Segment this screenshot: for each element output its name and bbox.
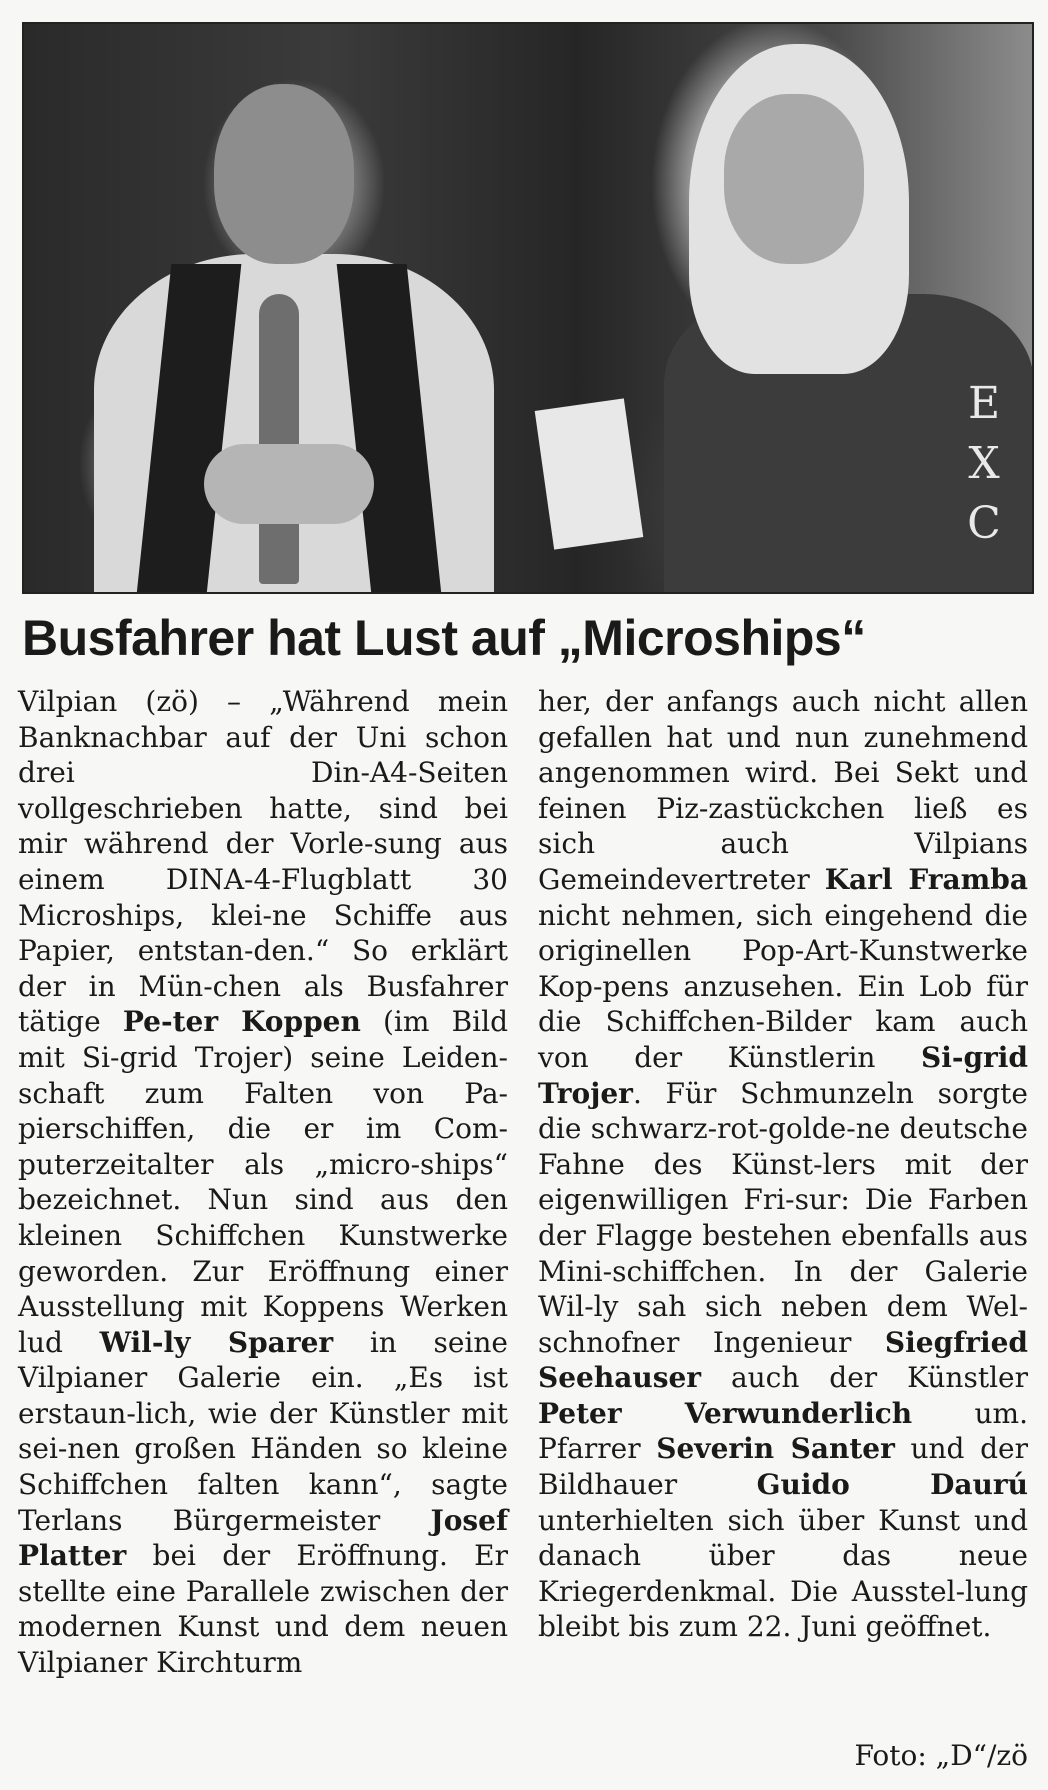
photo-credit: Foto: „D“/zö [854, 1739, 1028, 1773]
person-name: Severin Santer [656, 1432, 895, 1466]
text-run: bei der Eröffnung. Er stellte eine Parallele zwischen der modernen Kunst und dem neuen Vilpianer Kirchturm [18, 1539, 508, 1680]
photo-overlay-letter: X [968, 438, 1000, 489]
text-run: her, der anfangs auch nicht allen gefallen hat und nun zunehmend angenommen wird. Bei Sekt und feinen Piz-zastückchen ließ es sich auch Vilpians Gemeindevertreter [538, 685, 1028, 896]
article-body-left [18, 684, 508, 1681]
person-name: Guido Daurú [756, 1468, 1028, 1502]
article-body-right [538, 684, 1028, 1645]
photo-man-head [214, 84, 354, 264]
article-column-right [538, 684, 1028, 1774]
person-name: Si-grid Trojer [538, 1040, 1028, 1110]
person-name: Pe-ter Koppen [122, 1005, 361, 1039]
person-name: Josef Platter [18, 1503, 508, 1573]
text-run: unterhielten sich über Kunst und danach über das neue Kriegerdenkmal. Die Ausstel-lung bleibt bis zum 22. Juni geöffnet. [538, 1503, 1028, 1644]
text-run: . Für Schmunzeln sorgte die schwarz-rot-golde-ne deutsche Fahne des Künst-lers mit der eigenwilligen Fri-sur: Die Farben der Flagge bestehen ebenfalls aus Mini-schiffchen. In der Galerie Wil-ly sah sich neben dem Wel-schnofner Ingenieur [538, 1076, 1028, 1359]
text-run: um. Pfarrer [538, 1396, 1028, 1466]
photo-overlay-letter: C [967, 498, 1001, 549]
person-name: Karl Framba [824, 862, 1028, 896]
photo-man-hands [204, 444, 374, 524]
person-name: Wil-ly Sparer [99, 1325, 334, 1359]
article-photo [22, 22, 1034, 594]
article-headline: Busfahrer hat Lust auf „Microships“ [22, 610, 866, 666]
text-run: in seine Vilpianer Galerie ein. „Es ist erstaun-lich, wie der Künstler mit sei-nen großen Händen so kleine Schiffchen falten kann“, sagte Terlans Bürgermeister [18, 1325, 508, 1537]
article-column-left [18, 684, 508, 1681]
text-run: nicht nehmen, sich eingehend die originellen Pop-Art-Kunstwerke Kop-pens anzusehen. Ein Lob für die Schiffchen-Bilder kam auch von der Künstlerin [538, 898, 1028, 1074]
photo-overlay-letter: E [967, 378, 1001, 429]
photo-woman-face [724, 94, 864, 264]
text-run: (im Bild mit Si-grid Trojer) seine Leiden-schaft zum Falten von Pa-pierschiffen, die er im Com-puterzeitalter als „micro-ships“ bezeichnet. Nun sind aus den kleinen Schiffchen Kunstwerke geworden. Zur Eröffnung einer Ausstellung mit Koppens Werken lud [18, 1005, 508, 1359]
text-run: auch der Künstler [701, 1361, 1028, 1395]
photo-card [535, 398, 644, 549]
photo-overlay-letters [964, 374, 1004, 554]
photo-man-tie [259, 294, 299, 584]
text-run: und der Bildhauer [538, 1432, 1028, 1502]
text-run: Vilpian (zö) – „Während mein Banknachbar auf der Uni schon drei Din-A4-Seiten vollgeschrieben hatte, sind bei mir während der Vorle-sung aus einem DINA-4-Flugblatt 30 Microships, klei-ne Schiffe aus Papier, entstan-den.“ So erklärt der in Mün-chen als Busfahrer tätige [18, 685, 508, 1039]
person-name: Peter Verwunderlich [538, 1396, 913, 1430]
person-name: Siegfried Seehauser [538, 1325, 1028, 1395]
